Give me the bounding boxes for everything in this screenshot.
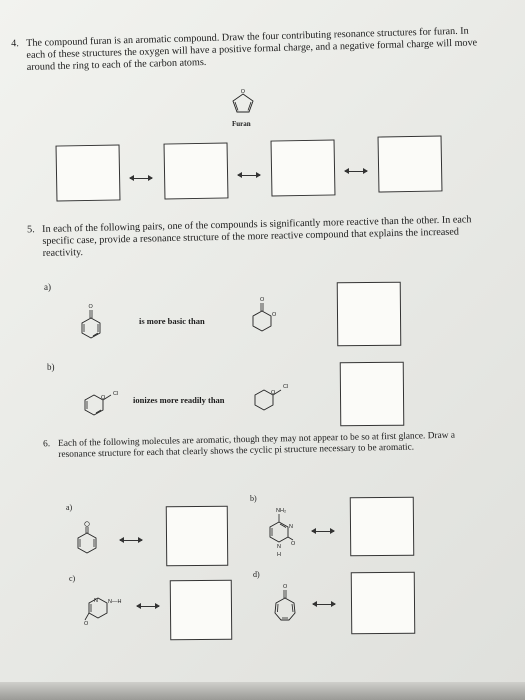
answer-box-q6d[interactable] (351, 572, 416, 635)
question-4-text: The compound furan is an aromatic compound. Draw the four contributing resonance structures for furan. In each of these structures the oxygen will have a positive formal charge, and a negative formal charge will move around the ring to each of the carbon atoms. (26, 25, 478, 73)
furan-oxygen-atom: O (240, 89, 246, 95)
resonance-arrow-q4-1 (130, 178, 152, 179)
ring-hydrogen-6b: H (277, 552, 281, 558)
question-5b-label: b) (47, 362, 55, 372)
resonance-arrow-6c (137, 606, 159, 607)
answer-box-q4-1[interactable] (56, 144, 121, 201)
amino-group-6b: NH₂ (276, 508, 287, 514)
question-6-number: 6. (43, 439, 51, 450)
ring-oxygen-5b-b: O (271, 390, 276, 396)
resonance-arrow-6d (313, 604, 335, 605)
ring-oxygen-5b: O (101, 395, 106, 401)
structure-5a-less-reactive (246, 295, 280, 340)
answer-box-q4-4[interactable] (378, 135, 443, 192)
structure-5b-reactive (82, 385, 126, 419)
question-5 (27, 214, 481, 260)
carbonyl-oxygen-6b: O (291, 541, 296, 547)
question-6d-label: d) (253, 570, 260, 579)
question-6b-label: b) (250, 494, 257, 503)
resonance-arrow-q4-2 (238, 175, 260, 176)
structure-6c (84, 590, 132, 626)
carbonyl-oxygen-5a: O (88, 304, 93, 310)
answer-box-q5a[interactable] (337, 282, 402, 347)
comparison-text-5b: ionizes more readily than (133, 395, 225, 405)
question-6c-label: c) (69, 574, 76, 583)
furan-structure (228, 90, 258, 120)
resonance-arrow-6b (312, 531, 334, 532)
chlorine-5b: Cl (113, 391, 119, 397)
question-4 (11, 25, 479, 74)
furan-label: Furan (232, 120, 251, 128)
question-6 (43, 430, 483, 461)
structure-6b (262, 506, 296, 564)
nh-group-6c: N—H (108, 599, 122, 605)
structure-5a-reactive (76, 300, 106, 345)
structure-6a (72, 520, 102, 560)
chlorine-5b-b: Cl (283, 384, 289, 390)
carbonyl-oxygen-6c: O (84, 621, 89, 627)
resonance-arrow-6a (120, 540, 142, 541)
answer-box-q6a[interactable] (166, 506, 229, 567)
question-5a-label: a) (44, 282, 51, 292)
question-5-number: 5. (27, 224, 35, 236)
structure-6d (268, 582, 302, 634)
ring-nitrogen-6c: N (94, 598, 98, 604)
answer-box-q4-2[interactable] (164, 142, 229, 199)
carbonyl-oxygen-6d: O (283, 584, 288, 590)
answer-box-q6b[interactable] (350, 497, 415, 557)
comparison-text-5a: is more basic than (139, 316, 205, 326)
ring-nitrogen-6b: N (289, 524, 293, 530)
answer-box-q6c[interactable] (170, 580, 233, 641)
page-bottom-shadow (0, 682, 525, 700)
ring-nh-6b: N (277, 544, 281, 550)
structure-5b-less-reactive (252, 380, 296, 414)
question-5-text: In each of the following pairs, one of the compounds is significantly more reactive than the other. In each specific case, provide a resonance structure of the more reactive compound that explains the increased reactivity. (42, 214, 472, 259)
resonance-arrow-q4-3 (345, 171, 367, 172)
carbonyl-oxygen-5a-b: O (260, 297, 265, 303)
answer-box-q4-3[interactable] (271, 139, 336, 196)
question-6a-label: a) (66, 503, 73, 512)
answer-box-q5b[interactable] (340, 362, 405, 427)
ring-oxygen-5a: O (272, 312, 277, 318)
question-4-number: 4. (11, 38, 19, 50)
question-6-text: Each of the following molecules are aromatic, though they may not appear to be so at first glance. Draw a resonance structure for each that clearly shows the cyclic pi structure necessary to be aromatic. (58, 430, 456, 460)
